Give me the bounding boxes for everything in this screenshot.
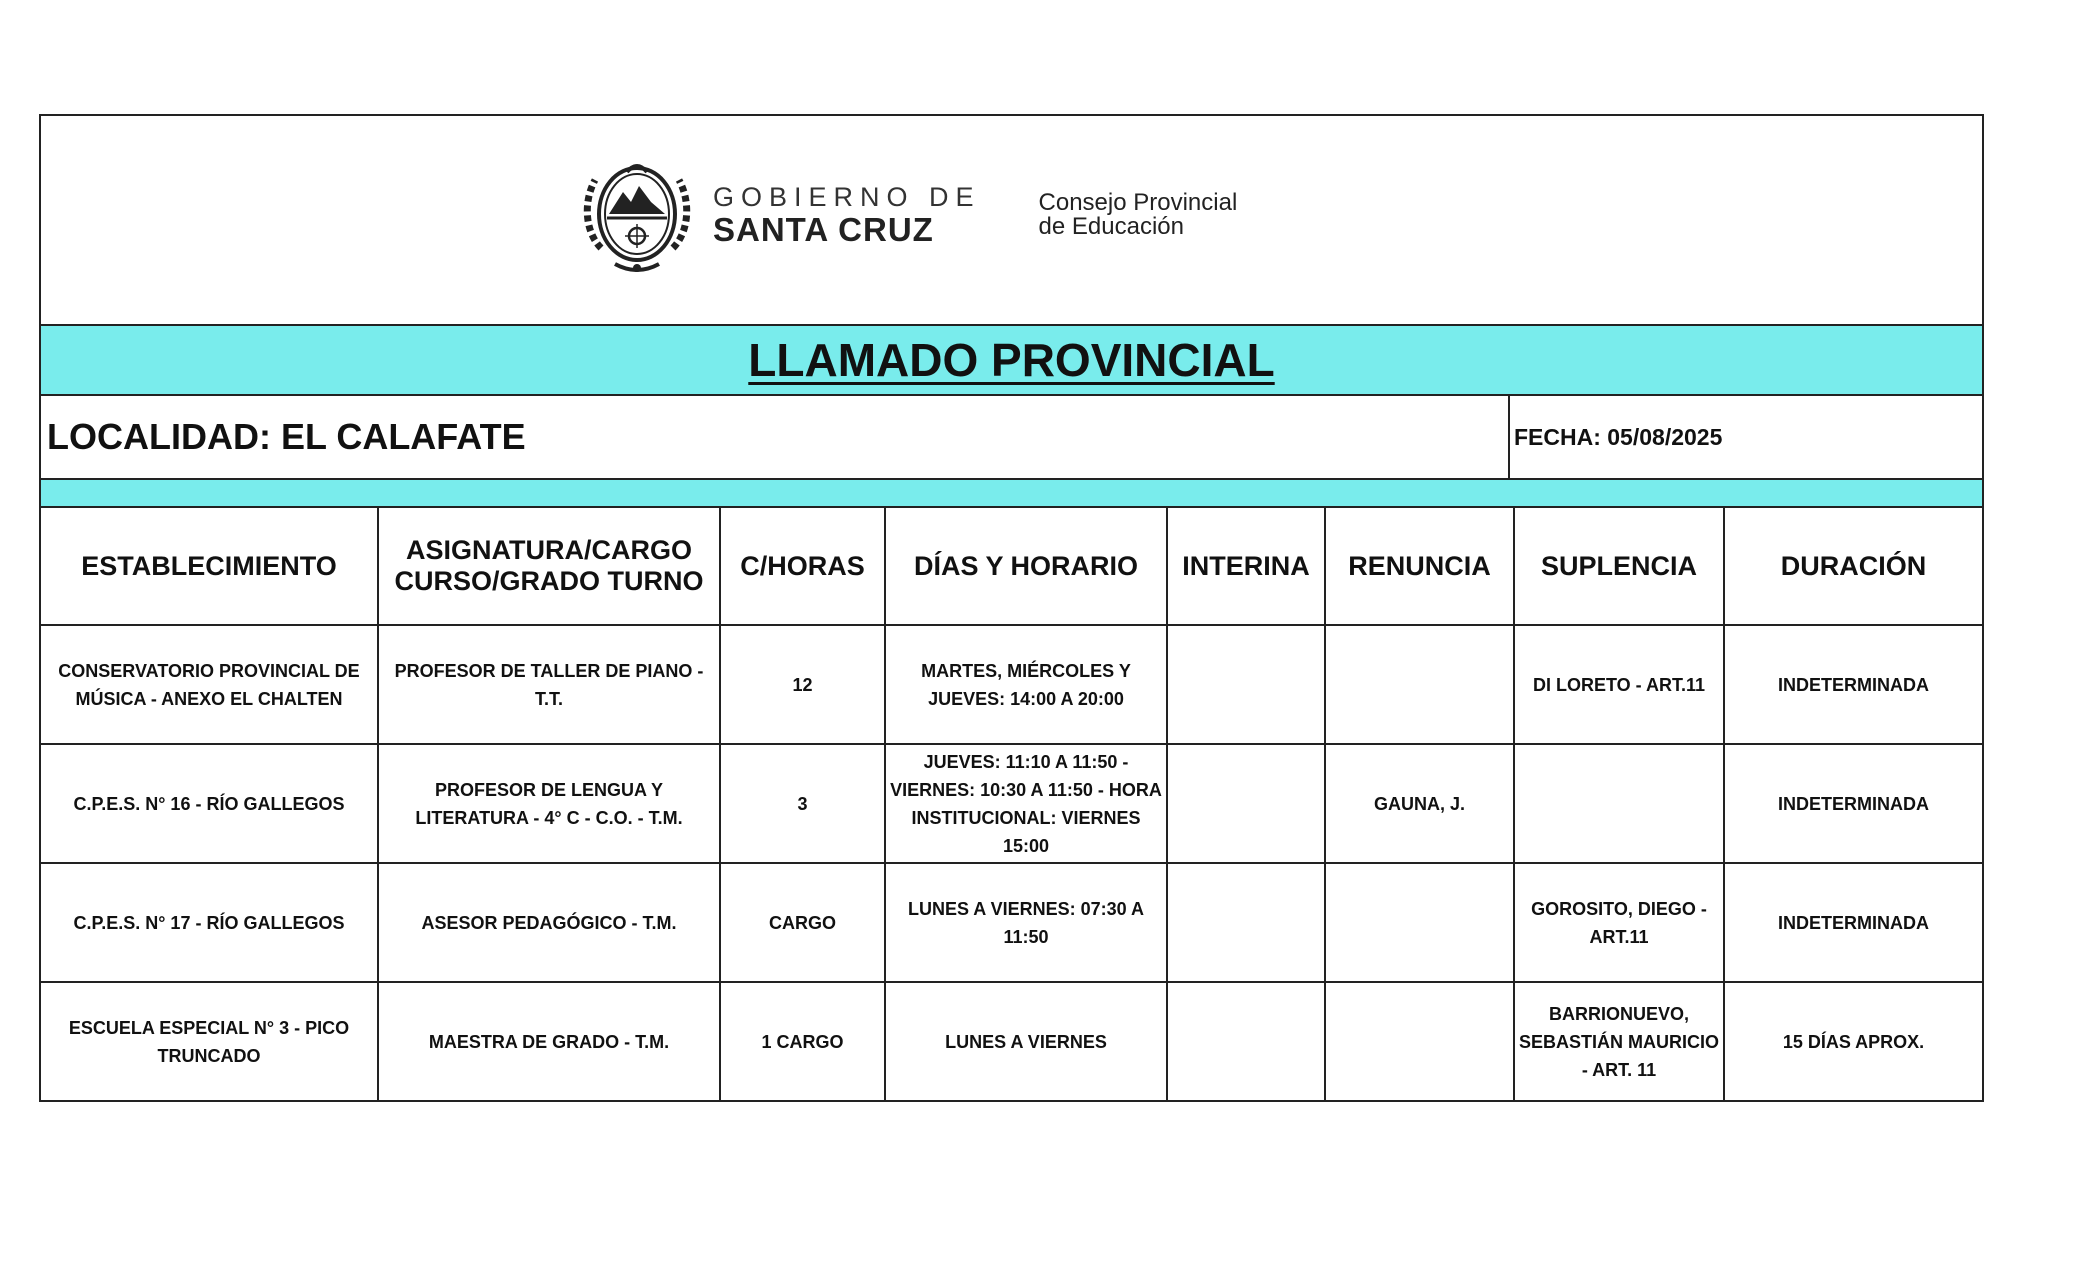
- table-cell: INDETERMINADA: [1724, 744, 1982, 863]
- table-cell: JUEVES: 11:10 A 11:50 - VIERNES: 10:30 A 11:50 - HORA INSTITUCIONAL: VIERNES 15:00: [885, 744, 1167, 863]
- table-cell: MARTES, MIÉRCOLES Y JUEVES: 14:00 A 20:00: [885, 625, 1167, 744]
- table-cell: [1167, 625, 1325, 744]
- table-row: [41, 863, 1982, 982]
- column-header: INTERINA: [1167, 508, 1325, 625]
- fecha-label: FECHA: 05/08/2025: [1514, 423, 1723, 450]
- government-logo: [581, 152, 1237, 278]
- logo-header: [41, 116, 1982, 326]
- column-header: ASIGNATURA/CARGO CURSO/GRADO TURNO: [378, 508, 720, 625]
- table-cell: DI LORETO - ART.11: [1514, 625, 1724, 744]
- column-header: DÍAS Y HORARIO: [885, 508, 1167, 625]
- column-header: DURACIÓN: [1724, 508, 1982, 625]
- table-cell: [1325, 863, 1514, 982]
- table-cell: MAESTRA DE GRADO - T.M.: [378, 982, 720, 1100]
- page-title: LLAMADO PROVINCIAL: [748, 334, 1275, 386]
- table-row: [41, 625, 1982, 744]
- table-cell: ESCUELA ESPECIAL N° 3 - PICO TRUNCADO: [41, 982, 378, 1100]
- table-cell: INDETERMINADA: [1724, 863, 1982, 982]
- table-row: [41, 744, 1982, 863]
- column-header: RENUNCIA: [1325, 508, 1514, 625]
- table-cell: C.P.E.S. N° 16 - RÍO GALLEGOS: [41, 744, 378, 863]
- column-header: ESTABLECIMIENTO: [41, 508, 378, 625]
- table-header-row: [41, 508, 1982, 625]
- table-cell: [1167, 744, 1325, 863]
- column-header: SUPLENCIA: [1514, 508, 1724, 625]
- gobierno-line1: GOBIERNO DE: [713, 182, 981, 212]
- gobierno-line2: SANTA CRUZ: [713, 211, 934, 248]
- table-cell: 3: [720, 744, 885, 863]
- localidad-label: LOCALIDAD: EL CALAFATE: [41, 396, 1510, 478]
- table-cell: GAUNA, J.: [1325, 744, 1514, 863]
- santa-cruz-crest-icon: [581, 152, 693, 278]
- table-cell: GOROSITO, DIEGO - ART.11: [1514, 863, 1724, 982]
- gobierno-wordmark: [713, 182, 981, 248]
- table-cell: CARGO: [720, 863, 885, 982]
- table-cell: [1514, 744, 1724, 863]
- table-cell: CONSERVATORIO PROVINCIAL DE MÚSICA - ANEXO EL CHALTEN: [41, 625, 378, 744]
- consejo-line1: Consejo Provincial: [1038, 189, 1238, 216]
- table-cell: 1 CARGO: [720, 982, 885, 1100]
- table-row: [41, 982, 1982, 1100]
- table-cell: C.P.E.S. N° 17 - RÍO GALLEGOS: [41, 863, 378, 982]
- table-cell: PROFESOR DE LENGUA Y LITERATURA - 4° C - C.O. - T.M.: [378, 744, 720, 863]
- consejo-line2: de Educación: [1038, 213, 1184, 240]
- separator-band: [41, 480, 1982, 508]
- table-cell: PROFESOR DE TALLER DE PIANO - T.T.: [378, 625, 720, 744]
- table-cell: [1325, 625, 1514, 744]
- table-cell: LUNES A VIERNES: [885, 982, 1167, 1100]
- table-cell: 15 DÍAS APROX.: [1724, 982, 1982, 1100]
- localidad-row: [41, 396, 1982, 480]
- document-sheet: [39, 114, 1984, 1102]
- column-header: C/HORAS: [720, 508, 885, 625]
- table-cell: [1167, 863, 1325, 982]
- table-cell: 12: [720, 625, 885, 744]
- table-cell: LUNES A VIERNES: 07:30 A 11:50: [885, 863, 1167, 982]
- consejo-wordmark: [1039, 191, 1238, 239]
- table-container: [41, 508, 1982, 1100]
- table-cell: [1325, 982, 1514, 1100]
- table-cell: INDETERMINADA: [1724, 625, 1982, 744]
- llamado-table: [41, 508, 1982, 1100]
- table-cell: BARRIONUEVO, SEBASTIÁN MAURICIO - ART. 11: [1514, 982, 1724, 1100]
- table-cell: [1167, 982, 1325, 1100]
- title-band: [41, 326, 1982, 396]
- table-cell: ASESOR PEDAGÓGICO - T.M.: [378, 863, 720, 982]
